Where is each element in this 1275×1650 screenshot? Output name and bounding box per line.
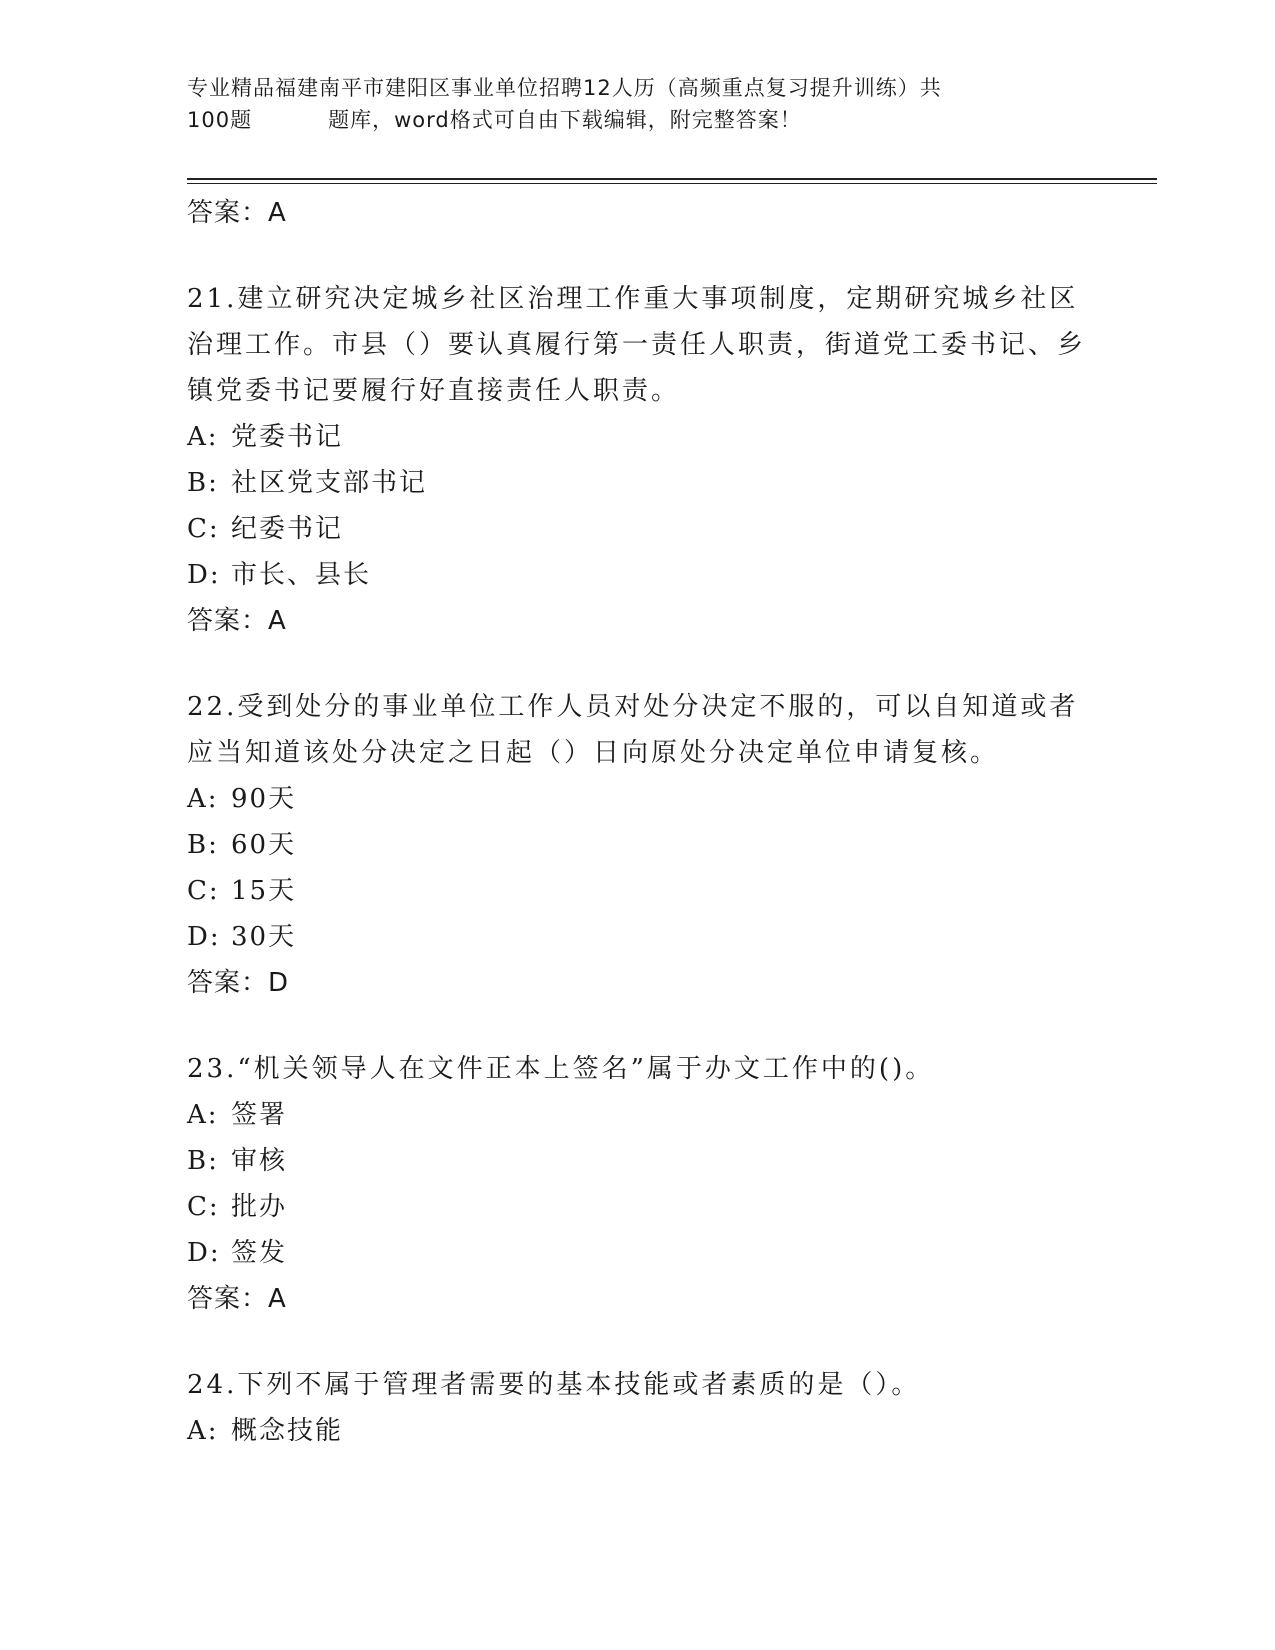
question-21: [187, 276, 1087, 644]
answer-line: 答案：A: [187, 1284, 287, 1314]
question-23: [187, 1046, 1087, 1322]
option-a: [187, 414, 1087, 460]
option-text: 90天: [231, 784, 297, 814]
question-text: 24.下列不属于管理者需要的基本技能或者素质的是（）。: [187, 1370, 921, 1400]
option-text: 签发: [231, 1238, 288, 1268]
option-text: 社区党支部书记: [231, 468, 428, 498]
option-a: [187, 776, 1087, 822]
question-list: [187, 190, 1087, 1454]
option-text: 纪委书记: [231, 514, 344, 544]
option-key: C:: [187, 514, 220, 544]
option-b: [187, 1138, 1087, 1184]
option-text: 30天: [231, 922, 297, 952]
option-d: [187, 552, 1087, 598]
question-text: 23.“机关领导人在文件正本上签名”属于办文工作中的()。: [187, 1054, 935, 1084]
header-line-1: 专业精品福建南平市建阳区事业单位招聘12人历（高频重点复习提升训练）共: [187, 76, 942, 100]
option-text: 概念技能: [231, 1416, 344, 1446]
option-key: D:: [187, 560, 221, 590]
option-b: [187, 460, 1087, 506]
option-c: [187, 506, 1087, 552]
answer-line: 答案：D: [187, 968, 290, 998]
question-text: 22.受到处分的事业单位工作人员对处分决定不服的，可以自知道或者应当知道该处分决定之日起（）日向原处分决定单位申请复核。: [187, 692, 1079, 768]
option-text: 批办: [231, 1192, 288, 1222]
question-22: [187, 684, 1087, 1006]
header-line-2-right: 题库，word格式可自由下载编辑，附完整答案！: [328, 108, 802, 132]
option-key: A:: [187, 1100, 219, 1130]
header-line-2-left: 100题: [187, 108, 253, 132]
answer-line: 答案：A: [187, 606, 287, 636]
option-key: A:: [187, 784, 219, 814]
option-key: C:: [187, 876, 220, 906]
option-key: B:: [187, 1146, 219, 1176]
answer-line: 答案：A: [187, 198, 287, 228]
option-b: [187, 822, 1087, 868]
document-header: [187, 72, 1087, 136]
option-c: [187, 1184, 1087, 1230]
option-text: 60天: [231, 830, 297, 860]
header-line-2: [187, 104, 1087, 136]
option-text: 市长、县长: [231, 560, 372, 590]
option-text: 15天: [231, 876, 297, 906]
option-text: 党委书记: [231, 422, 344, 452]
option-key: B:: [187, 468, 219, 498]
option-text: 审核: [231, 1146, 288, 1176]
option-a: [187, 1408, 1087, 1454]
option-key: D:: [187, 1238, 221, 1268]
option-d: [187, 914, 1087, 960]
option-text: 签署: [231, 1100, 288, 1130]
option-key: C:: [187, 1192, 220, 1222]
question-24: [187, 1362, 1087, 1454]
option-d: [187, 1230, 1087, 1276]
header-divider: [187, 178, 1157, 184]
option-key: D:: [187, 922, 221, 952]
option-a: [187, 1092, 1087, 1138]
option-key: B:: [187, 830, 219, 860]
option-c: [187, 868, 1087, 914]
option-key: A:: [187, 1416, 219, 1446]
option-key: A:: [187, 422, 219, 452]
question-text: 21.建立研究决定城乡社区治理工作重大事项制度，定期研究城乡社区治理工作。市县（）要认真履行第一责任人职责，街道党工委书记、乡镇党委书记要履行好直接责任人职责。: [187, 284, 1087, 406]
